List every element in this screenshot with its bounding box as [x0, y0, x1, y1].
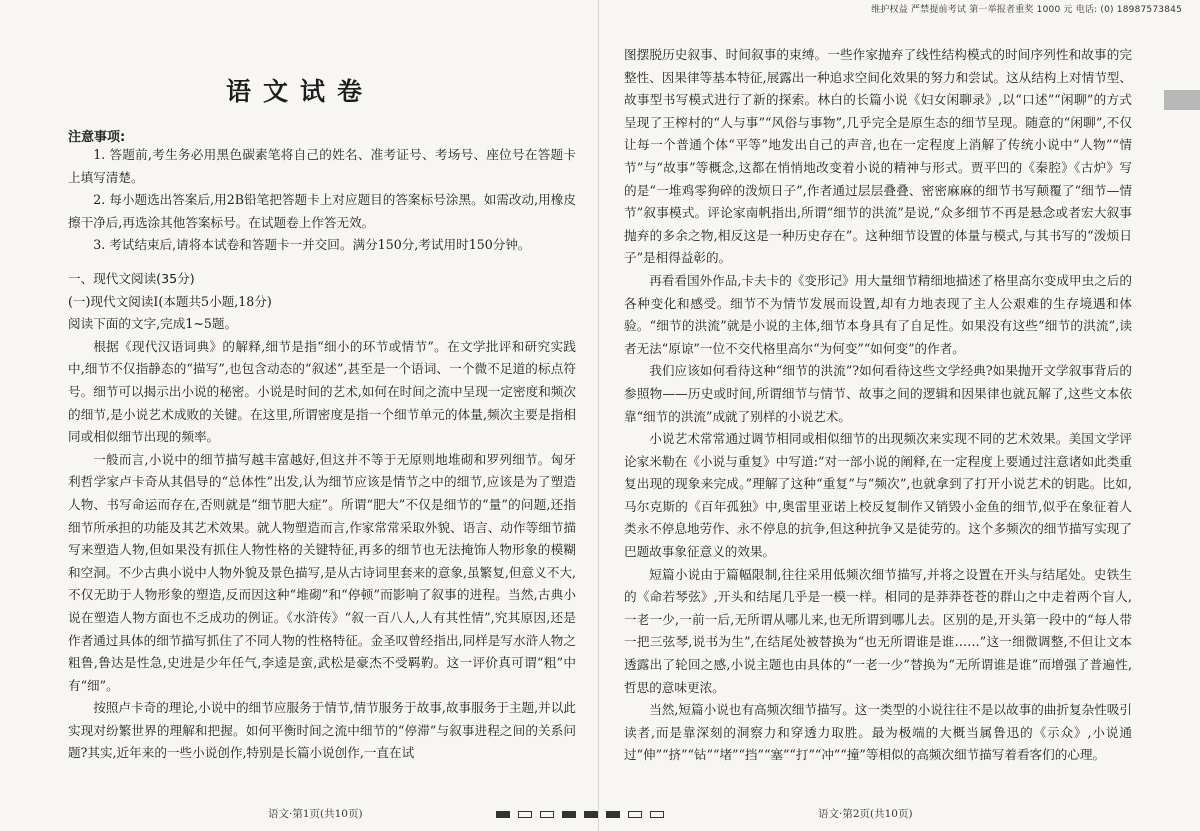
registration-mark — [584, 811, 598, 818]
paragraph: 图摆脱历史叙事、时间叙事的束缚。一些作家抛弃了线性结构模式的时间序列性和故事的完整性、因果律等基本特征,展露出一种追求空间化效果的努力和尝试。这从结构上对情节型、故事型书写模式进行了新的探索。林白的长篇小说《妇女闲聊录》,以“口述”“闲聊”的方式呈现了王榨村的“人与事”“风俗与事物”,几乎完全是原生态的细节呈现。随意的“闲聊”,不仅让每一个普通个体“平等”地发出自己的声音,也在一定程度上消解了传统小说中“人物”“情节”与“故事”等概念,这都在悄悄地改变着小说的精神与形式。贾平凹的《秦腔》《古炉》写的是“一堆鸡零狗碎的泼烦日子”,作者通过层层叠叠、密密麻麻的细节书写颠覆了“细节—情节”叙事模式。评论家南帆指出,所谓“细节的洪流”是说,“众多细节不再是悬念或者宏大叙事抛弃的多余之物,相反这是一种历史存在”。这种细节设置的体量与模式,与其书写的“泼烦日子”是相得益彰的。 — [624, 47, 1132, 266]
instruction: 阅读下面的文字,完成1~5题。 — [68, 316, 238, 332]
registration-mark — [562, 811, 576, 818]
reading-passage-right — [624, 44, 1132, 767]
paragraph: 小说艺术常常通过调节相同或相似细节的出现频次来实现不同的艺术效果。美国文学评论家米勒在《小说与重复》中写道:“对一部小说的阐释,在一定程度上要通过注意诸如此类重复出现的现象来完成。”理解了这种“重复”与“频次”,也就拿到了打开小说艺术的钥匙。比如,马尔克斯的《百年孤独》中,奥雷里亚诺上校反复制作又销毁小金鱼的细节,似乎在象征着人类永不停息地劳作、永不停息的抗争,但这种抗争又是徒劳的。这个多频次的细节描写实现了巴题故事象征意义的效果。 — [624, 431, 1132, 560]
paragraph: 再看看国外作品,卡夫卡的《变形记》用大量细节精细地描述了格里高尔变成甲虫之后的各种变化和感受。细节不为情节发展而设置,却有力地表现了主人公艰难的生存境遇和体验。“细节的洪流”就是小说的主体,细节本身具有了自足性。如果没有这些“细节的洪流”,读者无法“原谅”一位不交代格里高尔“为何变”“如何变”的作者。 — [624, 272, 1132, 356]
exam-title: 语文试卷 — [225, 77, 374, 106]
page-footer-2: 语文·第2页(共10页) — [818, 808, 913, 820]
note-item: 3. 考试结束后,请将本试卷和答题卡一并交回。满分150分,考试用时150分钟。 — [93, 237, 531, 253]
paragraph: 短篇小说由于篇幅限制,往往采用低频次细节描写,并将之设置在开头与结尾处。史铁生的《命若琴弦》,开头和结尾几乎是一模一样。相同的是莽莽苍苍的群山之中走着两个盲人,一老一少,一前一后,无所谓从哪儿来,也无所谓到哪儿去。区别的是,开头第一段中的“每人带一把三弦琴,说书为生”,在结尾处被替换为“也无所谓谁是谁……”这一细微调整,不但让文本透露出了轮回之感,小说主题也由具体的“一老一少”替换为“无所谓谁是谁”而增强了普遍性,哲思的意味更浓。 — [624, 566, 1132, 695]
margin-tab — [1164, 90, 1200, 110]
page-footer-1: 语文·第1页(共10页) — [268, 808, 363, 820]
note-item: 2. 每小题选出答案后,用2B铅笔把答题卡上对应题目的答案标号涂黑。如需改动,用橡皮擦干净后,再选涂其他答案标号。在试题卷上作答无效。 — [68, 192, 576, 230]
paragraph: 我们应该如何看待这种“细节的洪流”?如何看待这些文学经典?如果抛开文学叙事背后的参照物——历史或时间,所谓细节与情节、故事之间的逻辑和因果律也就瓦解了,这些文本依靠“细节的洪流”成就了别样的小说艺术。 — [624, 363, 1132, 424]
note-item: 1. 答题前,考生务必用黑色碳素笔将自己的姓名、准考证号、考场号、座位号在答题卡上填写清楚。 — [68, 147, 576, 185]
hotline-header: 维护权益 严禁提前考试 第一举报者重奖 1000 元 电话: (0) 18987573845 — [871, 5, 1182, 15]
paragraph: 一般而言,小说中的细节描写越丰富越好,但这并不等于无原则地堆砌和罗列细节。匈牙利哲学家卢卡奇从其倡导的“总体性”出发,认为细节应该是情节之中的细节,应该是为了塑造人物、书写命运而存在,否则就是“细节肥大症”。所谓“肥大”不仅是细节的“量”的问题,还指细节所承担的功能及其艺术效果。就人物塑造而言,作家常常采取外貌、语言、动作等细节描写来塑造人物,但如果没有抓住人物性格的关键特征,再多的细节也无法掩饰人物形象的模糊和空洞。不少古典小说中人物外貌及景色描写,是从古诗词里套来的意象,虽繁复,但意义不大,不仅无助于人物形象的塑造,反而因这种“堆砌”和“停顿”而影响了叙事的进程。当然,古典小说在塑造人物方面也不乏成功的例证。《水浒传》“叙一百八人,人有其性情”,究其原因,还是作者通过具体的细节描写抓住了不同人物的性格特征。金圣叹曾经指出,同样是写水浒人物之粗鲁,鲁达是性急,史进是少年任气,李逵是蛮,武松是豪杰不受羁靮。这一评价真可谓“粗”中有“细”。 — [68, 451, 576, 693]
registration-mark — [540, 811, 554, 818]
paragraph: 根据《现代汉语词典》的解释,细节是指“细小的环节或情节”。在文学批评和研究实践中,细节不仅指静态的“描写”,也包含动态的“叙述”,甚至是一个语词、一个微不足道的标点符号。细节可以揭示出小说的秘密。小说是时间的艺术,如何在时间之流中呈现一定密度和频次的细节,是小说艺术成败的关键。在这里,所谓密度是指一个细节单元的体量,频次主要是指相同或相似细节出现的频率。 — [68, 338, 576, 445]
paragraph: 按照卢卡奇的理论,小说中的细节应服务于情节,情节服务于故事,故事服务于主题,并以此实现对纷繁世界的理解和把握。如何平衡时间之流中细节的“停滞”与叙事进程之间的关系问题?其实,近年来的一些小说创作,特别是长篇小说创作,一直在试 — [68, 700, 576, 761]
reading-passage-left — [68, 268, 576, 765]
subsection-heading: (一)现代文阅读Ⅰ(本题共5小题,18分) — [68, 293, 272, 309]
right-page — [600, 0, 1200, 831]
notes-heading: 注意事项: — [68, 130, 126, 145]
paragraph: 当然,短篇小说也有高频次细节描写。这一类型的小说往往不是以故事的曲折复杂性吸引读者,而是靠深刻的洞察力和穿透力取胜。最为极端的大概当属鲁迅的《示众》,小说通过“伸”“挤”“钻”“堵”“挡”“塞”“打”“冲”“撞”等相似的高频次细节描写着看客们的心理。 — [624, 702, 1132, 763]
page-divider — [598, 0, 599, 831]
registration-mark — [518, 811, 532, 818]
notes-list — [68, 144, 576, 257]
section-heading: 一、现代文阅读(35分) — [68, 271, 195, 286]
registration-mark — [496, 811, 510, 818]
